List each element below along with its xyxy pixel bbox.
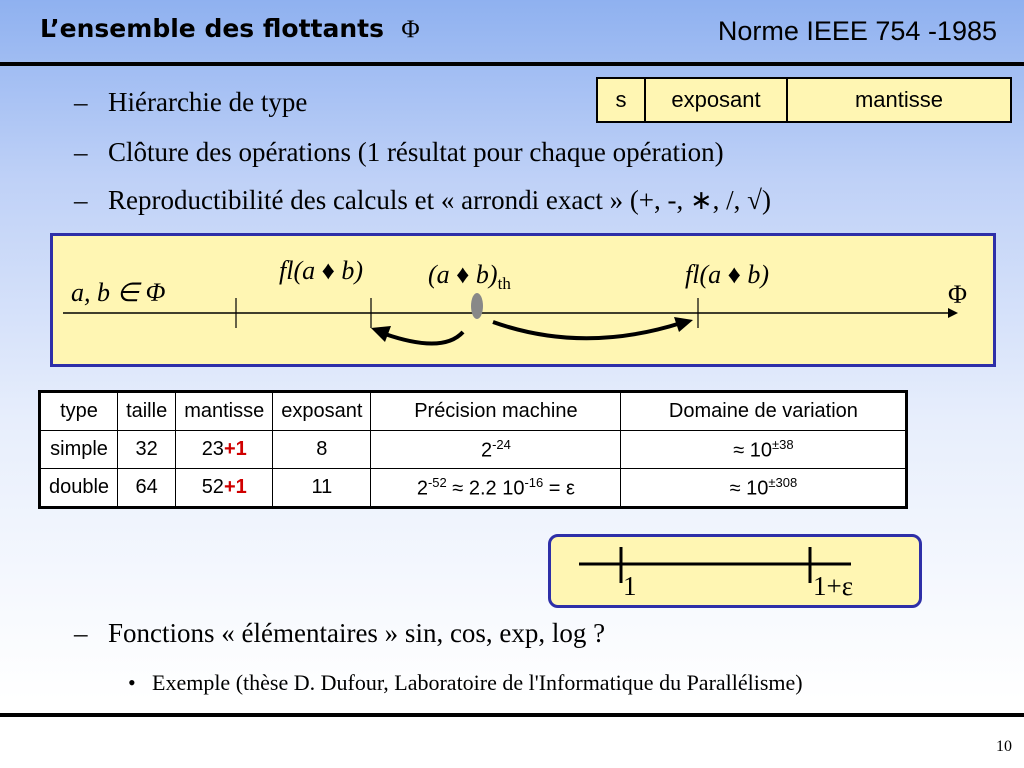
rounding-diagram-graphics: [53, 236, 993, 364]
precision-base: 2: [416, 477, 428, 500]
hidden-bit-plus: +1: [223, 476, 247, 498]
bullet-item: – Hiérarchie de type: [74, 87, 308, 117]
epsilon-label-one-plus-eps: 1+ε: [813, 571, 854, 601]
col-header-type: type: [40, 392, 118, 431]
cell-exponent: 8: [273, 431, 371, 469]
mantissa-value: 52: [201, 476, 224, 498]
bit-mantissa-cell: mantisse: [854, 87, 944, 112]
sub-bullet-text: Exemple (thèse D. Dufour, Laboratoire de l'Informatique du Parallélisme): [152, 670, 803, 695]
bit-sign-cell: s: [598, 79, 646, 121]
range-base: ≈ 10: [733, 439, 772, 462]
mantissa-value: 23: [201, 438, 224, 460]
cell-exponent: 11: [273, 469, 371, 508]
bullet-text: Reproductibilité des calculs et « arrondi exact » (+, -, ∗, /, √): [108, 185, 771, 215]
arrow-to-right-float: [493, 322, 681, 338]
bullet-item: – Clôture des opérations (1 résultat pour chaque opération): [74, 137, 724, 167]
col-header-size: taille: [118, 392, 176, 431]
cell-mantissa: [176, 469, 273, 508]
arrowhead-right: [674, 317, 693, 332]
cell-type: simple: [40, 431, 118, 469]
epsilon-label-one: 1: [623, 571, 637, 601]
arrow-to-left-float: [385, 332, 463, 344]
precision-approx: ≈ 2.2 10: [446, 477, 525, 500]
hidden-bit-plus: +1: [223, 438, 247, 460]
title-text: L’ensemble des flottants: [40, 14, 384, 43]
bullet-item: – Reproductibilité des calculs et « arrondi exact » (+, -, ∗, /, √): [74, 185, 771, 215]
float-right-label: fl(a ♦ b): [685, 260, 770, 289]
precision-base: 2: [480, 439, 493, 462]
range-exponent: ±308: [768, 474, 798, 490]
precision-epsilon: = ε: [543, 477, 575, 500]
exact-result-subscript: th: [497, 274, 511, 293]
cell-range: [621, 469, 907, 508]
precision-exponent: -24: [492, 436, 511, 452]
table-header-row: [40, 392, 907, 431]
cell-type: double: [40, 469, 118, 508]
axis-phi-label: Φ: [948, 280, 968, 309]
exact-result-label: [428, 260, 511, 294]
precision-exponent: -52: [427, 474, 447, 490]
arrowhead-left: [371, 326, 391, 342]
col-header-exponent: exposant: [273, 392, 371, 431]
cell-size: 32: [118, 431, 176, 469]
slide-subtitle: Norme IEEE 754 -1985: [717, 16, 997, 46]
bottom-divider: [0, 713, 1024, 717]
epsilon-diagram: [548, 534, 922, 608]
bit-layout-box: [596, 77, 1012, 123]
page-number: 10: [996, 738, 1012, 755]
cell-size: 64: [118, 469, 176, 508]
bit-exponent-cell: exposant: [646, 79, 788, 121]
col-header-range: Domaine de variation: [621, 392, 907, 431]
sub-bullet-item: • Exemple (thèse D. Dufour, Laboratoire de l'Informatique du Parallélisme): [128, 670, 803, 695]
float-formats-table: [38, 390, 908, 509]
epsilon-diagram-graphics: [551, 537, 919, 605]
exact-result-text: (a ♦ b): [428, 260, 498, 289]
bullet-item: – Fonctions « élémentaires » sin, cos, exp, log ?: [74, 618, 606, 648]
title-phi-symbol: Φ: [401, 16, 420, 43]
range-base: ≈ 10: [729, 477, 769, 500]
table-row: [40, 469, 907, 508]
range-exponent: ±38: [771, 436, 794, 452]
bullet-text: Clôture des opérations (1 résultat pour chaque opération): [108, 137, 724, 167]
slide-title: [40, 14, 420, 44]
cell-range: [621, 431, 907, 469]
precision-approx-exponent: -16: [524, 474, 544, 490]
cell-precision: [371, 431, 621, 469]
bullet-text: Hiérarchie de type: [108, 87, 308, 117]
top-divider: [0, 62, 1024, 66]
col-header-mantissa: mantisse: [176, 392, 273, 431]
set-membership-label: a, b ∈ Φ: [71, 278, 166, 307]
bullet-text: Fonctions « élémentaires » sin, cos, exp, log ?: [108, 618, 606, 648]
float-left-label: fl(a ♦ b): [279, 256, 364, 285]
cell-precision: [371, 469, 621, 508]
cell-mantissa: [176, 431, 273, 469]
exact-value-dot: [471, 293, 483, 319]
col-header-precision: Précision machine: [371, 392, 621, 431]
table-row: [40, 431, 907, 469]
rounding-diagram: [50, 233, 996, 367]
